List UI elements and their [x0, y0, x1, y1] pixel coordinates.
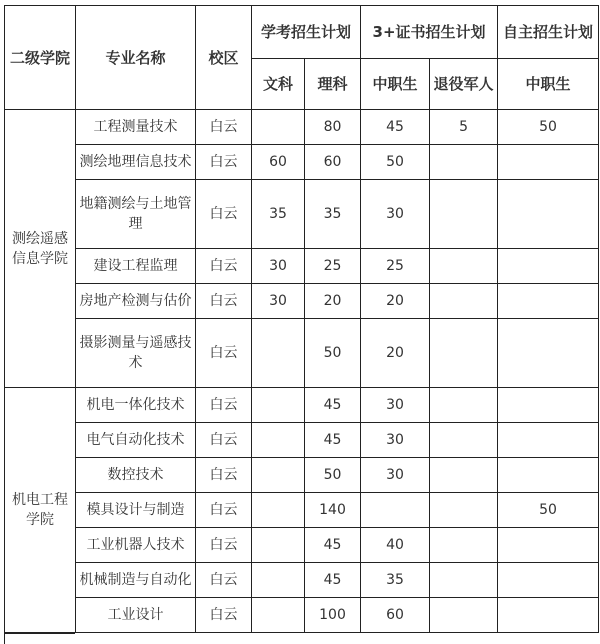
zizhu-cell	[498, 319, 599, 388]
table-row	[5, 284, 599, 319]
header-zizhu-plan: 自主招生计划	[498, 6, 599, 59]
zizhu-cell	[498, 528, 599, 563]
major-cell: 机械制造与自动化	[76, 563, 196, 598]
table-row	[5, 598, 599, 633]
zhongzhi-cell: 30	[361, 458, 430, 493]
veteran-cell	[430, 284, 498, 319]
header-zizhu-zhongzhi: 中职生	[498, 59, 599, 110]
wenke-cell: 30	[252, 284, 305, 319]
like-cell: 100	[305, 598, 361, 633]
table-row	[5, 563, 599, 598]
table-row	[5, 319, 599, 388]
header-college: 二级学院	[5, 6, 76, 110]
zhongzhi-cell: 30	[361, 180, 430, 249]
zizhu-cell	[498, 563, 599, 598]
zhongzhi-cell: 20	[361, 319, 430, 388]
wenke-cell: 60	[252, 145, 305, 180]
veteran-cell	[430, 563, 498, 598]
zizhu-cell	[498, 145, 599, 180]
header-wenke: 文科	[252, 59, 305, 110]
veteran-cell	[430, 493, 498, 528]
wenke-cell	[252, 563, 305, 598]
zizhu-cell	[498, 249, 599, 284]
table-row	[5, 249, 599, 284]
major-cell: 电气自动化技术	[76, 423, 196, 458]
major-cell: 测绘地理信息技术	[76, 145, 196, 180]
wenke-cell: 30	[252, 249, 305, 284]
college-cell: 测绘遥感信息学院	[5, 110, 76, 388]
like-cell: 50	[305, 319, 361, 388]
header-like: 理科	[305, 59, 361, 110]
major-cell: 机电一体化技术	[76, 388, 196, 423]
zhongzhi-cell: 50	[361, 145, 430, 180]
veteran-cell	[430, 180, 498, 249]
major-cell: 工业机器人技术	[76, 528, 196, 563]
table-row	[5, 388, 599, 423]
zizhu-cell	[498, 180, 599, 249]
zhongzhi-cell	[361, 493, 430, 528]
major-cell: 工业设计	[76, 598, 196, 633]
campus-cell: 白云	[196, 284, 252, 319]
header-xuekao-plan: 学考招生计划	[252, 6, 361, 59]
like-cell: 20	[305, 284, 361, 319]
veteran-cell	[430, 423, 498, 458]
veteran-cell	[430, 145, 498, 180]
like-cell: 140	[305, 493, 361, 528]
like-cell: 60	[305, 145, 361, 180]
campus-cell: 白云	[196, 598, 252, 633]
zizhu-cell: 50	[498, 493, 599, 528]
header-zhongzhi: 中职生	[361, 59, 430, 110]
header-campus: 校区	[196, 6, 252, 110]
like-cell: 45	[305, 528, 361, 563]
zizhu-cell	[498, 598, 599, 633]
wenke-cell	[252, 110, 305, 145]
zhongzhi-cell: 40	[361, 528, 430, 563]
major-cell: 地籍测绘与土地管理	[76, 180, 196, 249]
enrollment-plan-table	[4, 5, 599, 633]
zizhu-cell	[498, 458, 599, 493]
veteran-cell	[430, 528, 498, 563]
zizhu-cell	[498, 388, 599, 423]
veteran-cell	[430, 388, 498, 423]
like-cell: 35	[305, 180, 361, 249]
table-row	[5, 145, 599, 180]
table-row	[5, 493, 599, 528]
header-row-1	[5, 6, 599, 59]
major-cell: 模具设计与制造	[76, 493, 196, 528]
campus-cell: 白云	[196, 388, 252, 423]
campus-cell: 白云	[196, 110, 252, 145]
wenke-cell	[252, 493, 305, 528]
zizhu-cell: 50	[498, 110, 599, 145]
wenke-cell	[252, 598, 305, 633]
major-cell: 工程测量技术	[76, 110, 196, 145]
header-veteran: 退役军人	[430, 59, 498, 110]
zhongzhi-cell: 30	[361, 388, 430, 423]
table-row	[5, 423, 599, 458]
zhongzhi-cell: 20	[361, 284, 430, 319]
table-row	[5, 110, 599, 145]
campus-cell: 白云	[196, 458, 252, 493]
campus-cell: 白云	[196, 180, 252, 249]
wenke-cell: 35	[252, 180, 305, 249]
zhongzhi-cell: 45	[361, 110, 430, 145]
wenke-cell	[252, 319, 305, 388]
like-cell: 45	[305, 388, 361, 423]
header-major: 专业名称	[76, 6, 196, 110]
like-cell: 45	[305, 423, 361, 458]
campus-cell: 白云	[196, 423, 252, 458]
major-cell: 房地产检测与估价	[76, 284, 196, 319]
like-cell: 50	[305, 458, 361, 493]
campus-cell: 白云	[196, 249, 252, 284]
table-row	[5, 528, 599, 563]
like-cell: 25	[305, 249, 361, 284]
zizhu-cell	[498, 284, 599, 319]
wenke-cell	[252, 528, 305, 563]
major-cell: 摄影测量与遥感技术	[76, 319, 196, 388]
major-cell: 数控技术	[76, 458, 196, 493]
wenke-cell	[252, 423, 305, 458]
campus-cell: 白云	[196, 528, 252, 563]
veteran-cell: 5	[430, 110, 498, 145]
major-cell: 建设工程监理	[76, 249, 196, 284]
veteran-cell	[430, 249, 498, 284]
wenke-cell	[252, 458, 305, 493]
zhongzhi-cell: 60	[361, 598, 430, 633]
table-row	[5, 458, 599, 493]
campus-cell: 白云	[196, 563, 252, 598]
zizhu-cell	[498, 423, 599, 458]
header-cert-plan: 3+证书招生计划	[361, 6, 498, 59]
like-cell: 45	[305, 563, 361, 598]
veteran-cell	[430, 458, 498, 493]
zhongzhi-cell: 30	[361, 423, 430, 458]
zhongzhi-cell: 25	[361, 249, 430, 284]
college-cell: 机电工程学院	[5, 388, 76, 633]
wenke-cell	[252, 388, 305, 423]
like-cell: 80	[305, 110, 361, 145]
table-row	[5, 180, 599, 249]
table-continuation-edge	[4, 633, 75, 644]
campus-cell: 白云	[196, 493, 252, 528]
campus-cell: 白云	[196, 319, 252, 388]
veteran-cell	[430, 598, 498, 633]
campus-cell: 白云	[196, 145, 252, 180]
veteran-cell	[430, 319, 498, 388]
zhongzhi-cell: 35	[361, 563, 430, 598]
